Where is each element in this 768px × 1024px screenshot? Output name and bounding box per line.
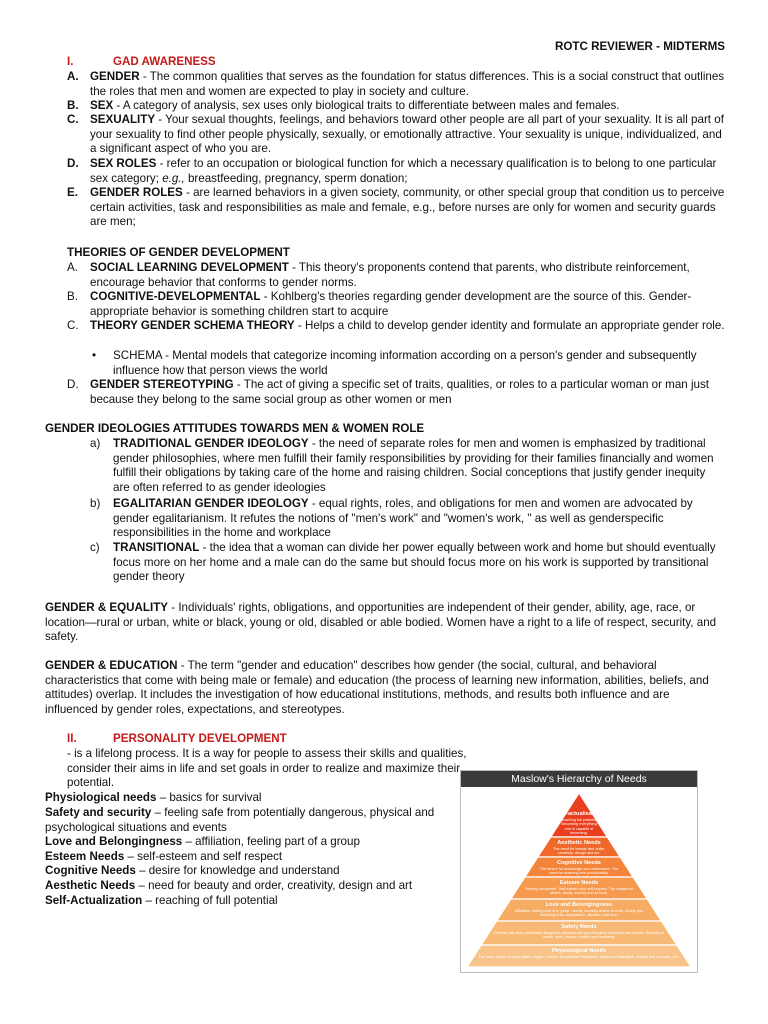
ideologies-heading: GENDER IDEOLOGIES ATTITUDES TOWARDS MEN & WOMEN ROLE [45,422,425,435]
pyramid-title: Maslow's Hierarchy of Needs [461,771,697,787]
theories-heading: THEORIES OF GENDER DEVELOPMENT [67,246,290,259]
pyramid-tier-name: Safety Needs [561,924,597,930]
pyramid-tier-name: Love and Belongingness [545,902,613,908]
pyramid-tier-description: Affiliation, feeling part of a group - family, sociality and/or at work. Giving and receiving trust, acceptance, affection and love. [514,909,644,918]
need-love: Love and Belongingness – affiliation, feeling part of a group [45,835,360,848]
pyramid-tier-description: The basic needs of food, water, oxygen, shelter, temperature regulation, sleep and relaxation, activity and exercise, sex. [478,955,680,959]
maslow-pyramid-figure [460,770,698,973]
pyramid-tier-description: Feeling competent. Self-esteem and self-respect. The respect of others, family, society and at work. [524,887,633,896]
ideology-traditional: a) TRADITIONAL GENDER IDEOLOGY - the need of separate roles for men and women is emphasized by traditional gender philosophies, where men fulfill their family responsibilities by providing for their families financially and women fulfill their obligations by taking care of the home and raising children. Social conceptions that justify gender inequity are often referred to as gender ideologies [90,437,714,494]
section-1-title: GAD AWARENESS [113,55,216,68]
schema-definition: SCHEMA - Mental models that categorize incoming information according on a person's gender and subsequently influence how that person views the world [113,349,697,377]
pyramid-tier-name: Cognitive Needs [557,860,601,866]
need-cognitive: Cognitive Needs – desire for knowledge and understand [45,864,340,877]
pyramid-tier-name: Self-actualisation [555,811,603,817]
section-2-title: PERSONALITY DEVELOPMENT [113,732,287,745]
need-aesthetic: Aesthetic Needs – need for beauty and order, creativity, design and art [45,879,413,892]
need-self-actualization: Self-Actualization – reaching of full potential [45,894,278,907]
gender-equality-paragraph: GENDER & EQUALITY - Individuals' rights, obligations, and opportunities are independent of their gender, ability, age, race, or location—rural or urban, white or black, young or old, disabled or able bodied. Women have a right to a life of respect, security, and safety. [45,601,717,644]
gender-education-paragraph: GENDER & EDUCATION - The term "gender and education" describes how gender (the social, cultural, and behavioral characteristics that come with being male or female) and education (the process of learning new information, abilities, beliefs, and attitudes) overlap. It includes the investigation of how educational institutions, methods, and results both influence and are influenced by gender roles, expectations, and stereotypes. [45,659,709,716]
need-physiological: Physiological needs – basics for survival [45,791,262,804]
pyramid-tier-name: Esteem Needs [559,880,599,886]
section-2-number: II. [67,732,77,745]
bullet-icon: • [92,349,97,362]
pyramid-tier-name: Aesthetic Needs [557,840,601,846]
pyramid-tier-description: The desire for knowledge and understand. The need for meaning and predictability. [539,867,619,876]
pyramid-tier-name: Physiological Needs [551,948,607,954]
pyramid-tier-description: Feeling safe from potentially dangerous physical and psychological situations and events. Security of health, work, money, routine and familiarity. [494,931,664,940]
ideology-egalitarian: b) EGALITARIAN GENDER IDEOLOGY - equal rights, roles, and obligations for men and women are advocated by gender egalitarianism. It refutes the notions of "men's work" and "women's work, " as well as genderspecific responsibilities in the home and workplace [90,497,693,540]
need-esteem: Esteem Needs – self-esteem and self respect [45,850,283,863]
pyramid-tier-description: The need for beauty and order, creativity, design and art. [552,847,606,856]
pyramid-tier-description: Reaching full potential. Becoming everything one is capable of becoming. [559,818,599,836]
section-1-number: I. [67,55,74,68]
ideology-transitional: c) TRANSITIONAL - the idea that a woman can divide her power equally between work and home but should eventually focus more on her home and a male can do the same but should focus more on his work is supported by transitional gender theory [90,541,716,584]
document-title: ROTC REVIEWER - MIDTERMS [555,40,726,53]
need-safety: Safety and security – feeling safe from potentially dangerous, physical and psychological situations and events [45,806,435,834]
personality-intro: - is a lifelong process. It is a way for people to assess their skills and qualities, consider their aims in life and set goals in order to realize and maximize their potential. [67,747,467,790]
